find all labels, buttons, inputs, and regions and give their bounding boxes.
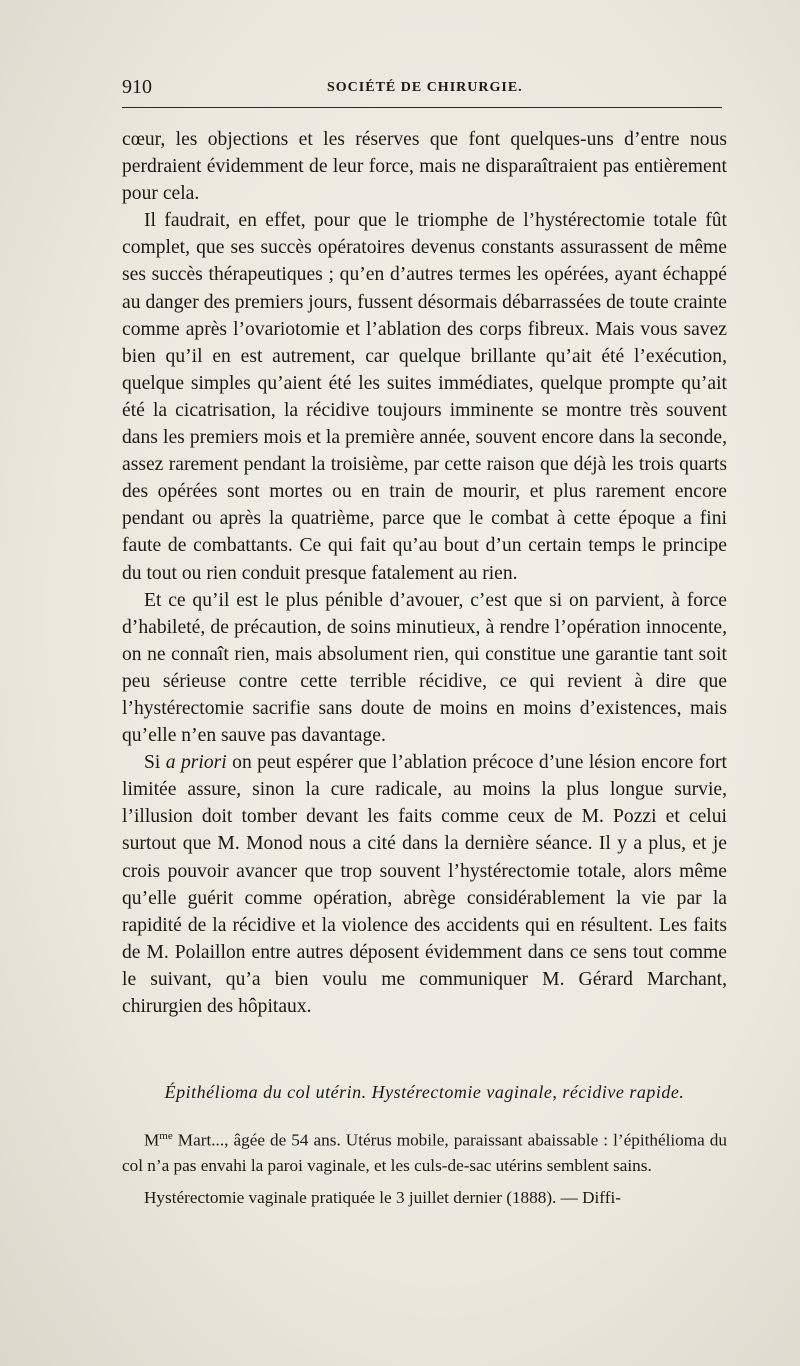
case-title-prefix: M [144, 1130, 160, 1150]
paragraph-4-rest: on peut espérer que l’ablation précoce d’une lésion encore fort limitée assure, sinon la cure radicale, au moins la plus longue survie, l’illusion doit tomber devant les faits comme ceux de M. Pozzi et celui surtout que M. Monod nous a cité dans la dernière séance. Il y a plus, et je crois pouvoir avancer que trop souvent l’hystérectomie totale, alors même qu’elle guérit comme opération, abrège considérablement la vie par la rapidité de la récidive et la violence des accidents qui en résultent. Les faits de M. Polaillon entre autres déposent évidemment dans ce sens tout comme le suivant, qu’a bien voulu me communiquer M. Gérard Marchant, chirurgien des hôpitaux. [122, 752, 727, 1017]
paragraph-4-italic: a priori [165, 752, 227, 774]
page-number: 910 [122, 76, 152, 98]
paragraph-2: Il faudrait, en effet, pour que le triomphe de l’hystérectomie totale fût complet, que ses succès opératoires devenus constants assurassent de même ses succès thérapeutiques ; qu’en d’autres termes les opérées, ayant échappé au danger des premiers jours, fussent désormais débarrassées de toute crainte comme après l’ovariotomie et l’ablation des corps fibreux. Mais vous savez bien qu’il en est autrement, car quelque brillante qu’ait été l’exécution, quelque simples qu’aient été les suites immédiates, quelque prompte qu’ait été la cicatrisation, la récidive toujours imminente se montre très souvent dans les premiers mois et la première année, souvent encore dans la seconde, assez rarement pendant la troisième, par cette raison que déjà les trois quarts des opérées sont mortes ou en train de mourir, et plus rarement encore pendant ou après la quatrième, parce que le combat à cette époque a fini faute de combattants. Ce qui fait qu’au bout d’un certain temps le principe du tout ou rien conduit presque fatalement au rien. [122, 210, 727, 584]
paragraph-1: cœur, les objections et les réserves que font quelques-uns d’entre nous perdraient évidemment de leur force, mais ne disparaîtraient pas entièrement pour cela. [122, 129, 727, 205]
header-rule [122, 107, 722, 108]
case-paragraph-1 [122, 1124, 727, 1179]
page-header [122, 76, 722, 100]
case-text [122, 1124, 727, 1216]
paragraph-3: Et ce qu’il est le plus pénible d’avouer, c’est que si on parvient, à force d’habileté, de précaution, de soins minutieux, à rendre l’opération innocente, on ne connaît rien, mais absolument rien, qui constitue une garantie tant soit peu sérieuse contre cette terrible récidive, ce qui revient à dire que l’hystérectomie sacrifie sans doute de moins en moins d’existences, mais qu’elle n’en sauve pas davantage. [122, 589, 727, 747]
body-text [122, 126, 727, 1020]
case-title: Épithélioma du col utérin. Hystérectomie vaginale, récidive rapide. [164, 1082, 685, 1102]
running-head: SOCIÉTÉ DE CHIRURGIE. [327, 80, 523, 95]
paragraph-4-start: Si [144, 752, 161, 774]
case-paragraph-2: Hystérectomie vaginale pratiquée le 3 juillet dernier (1888). — Diffi- [144, 1187, 621, 1207]
paragraph-4 [122, 749, 727, 1020]
case-paragraph-1-rest: Mart..., âgée de 54 ans. Utérus mobile, paraissant abaissable : l’épithélioma du col n’a pas envahi la paroi vaginale, et les culs-de-sac utérins semblent sains. [122, 1130, 727, 1176]
case-title-sup: me [159, 1130, 173, 1142]
